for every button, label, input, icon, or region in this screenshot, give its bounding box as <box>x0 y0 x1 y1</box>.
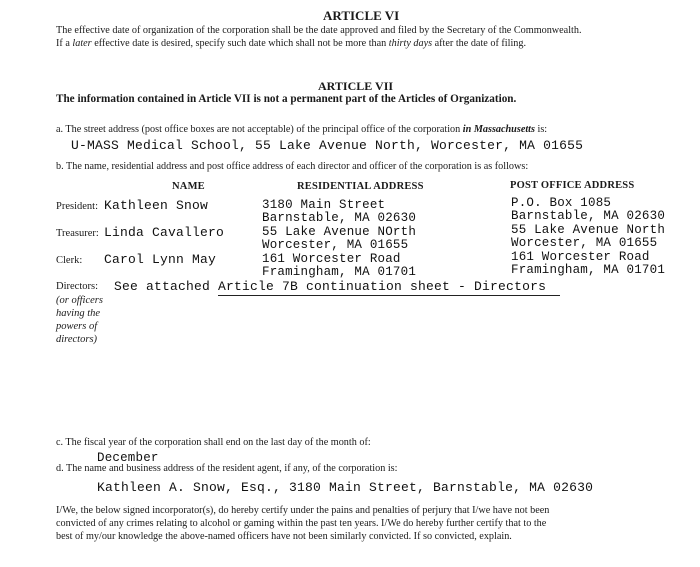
treasurer-po-line-1[interactable]: 55 Lake Avenue North <box>511 223 666 237</box>
item-c-label: c. The fiscal year of the corporation shall end on the last day of the month of: <box>56 437 371 448</box>
role-treasurer: Treasurer: <box>56 228 99 239</box>
fiscal-year-month-field[interactable]: December <box>97 451 159 465</box>
clerk-name-field[interactable]: Carol Lynn May <box>104 252 217 267</box>
article-7-title: ARTICLE VII <box>318 79 394 93</box>
principal-office-address-field[interactable]: U-MASS Medical School, 55 Lake Avenue North, Worcester, MA 01655 <box>71 138 584 153</box>
item-b-label: b. The name, residential address and post office address of each director and officer of the corporation is as follows: <box>56 161 529 172</box>
clerk-po-line-1[interactable]: 161 Worcester Road <box>511 250 650 264</box>
president-residential-line-1[interactable]: 3180 Main Street <box>262 198 386 212</box>
resident-agent-field[interactable]: Kathleen A. Snow, Esq., 3180 Main Street, Barnstable, MA 02630 <box>97 480 594 495</box>
article-6-line-2: If a later effective date is desired, specify such date which shall not be more than thirty days after the date of filing. <box>56 38 527 49</box>
article-6-line-1: The effective date of organization of the corporation shall be the date approved and filed by the Secretary of the Commonwealth. <box>56 25 582 36</box>
certification-paragraph: I/We, the below signed incorporator(s), do hereby certify under the pains and penalties of perjury that I/we have not been convicted of any crimes relating to alcohol or gaming within the past ten years. I/We do hereby further certify that to the best of my/our knowledge the above-named officers have not been similarly convicted. If so convicted, explain. <box>56 505 550 542</box>
item-a-label: a. The street address (post office boxes are not acceptable) of the principal office of the corporation in Massachusetts is: <box>56 124 548 135</box>
clerk-residential-line-2[interactable]: Framingham, MA 01701 <box>262 265 417 279</box>
role-president: President: <box>56 201 98 212</box>
col-header-name: NAME <box>172 181 205 192</box>
directors-field[interactable]: See attached Article 7B continuation sheet - Directors <box>114 279 547 294</box>
col-header-residential: RESIDENTIAL ADDRESS <box>297 181 424 192</box>
role-clerk: Clerk: <box>56 255 83 266</box>
item-d-label: d. The name and business address of the resident agent, if any, of the corporation is: <box>56 463 398 474</box>
directors-note: (or officers having the powers of directors) <box>56 295 103 345</box>
clerk-po-line-2[interactable]: Framingham, MA 01701 <box>511 263 666 277</box>
president-name-field[interactable]: Kathleen Snow <box>104 198 209 213</box>
treasurer-name-field[interactable]: Linda Cavallero <box>104 225 225 240</box>
treasurer-residential-line-2[interactable]: Worcester, MA 01655 <box>262 238 409 252</box>
president-residential-line-2[interactable]: Barnstable, MA 02630 <box>262 211 417 225</box>
clerk-residential-line-1[interactable]: 161 Worcester Road <box>262 252 401 266</box>
treasurer-residential-line-1[interactable]: 55 Lake Avenue NOrth <box>262 225 417 239</box>
directors-underline <box>218 295 560 296</box>
president-po-line-2[interactable]: Barnstable, MA 02630 <box>511 209 666 223</box>
role-directors: Directors: <box>56 281 98 292</box>
president-po-line-1[interactable]: P.O. Box 1085 <box>511 196 612 210</box>
treasurer-po-line-2[interactable]: Worcester, MA 01655 <box>511 236 658 250</box>
col-header-po: POST OFFICE ADDRESS <box>510 180 635 191</box>
article-6-title: ARTICLE VI <box>323 8 400 23</box>
article-7-notice: The information contained in Article VII is not a permanent part of the Articles of Organization. <box>56 93 517 105</box>
